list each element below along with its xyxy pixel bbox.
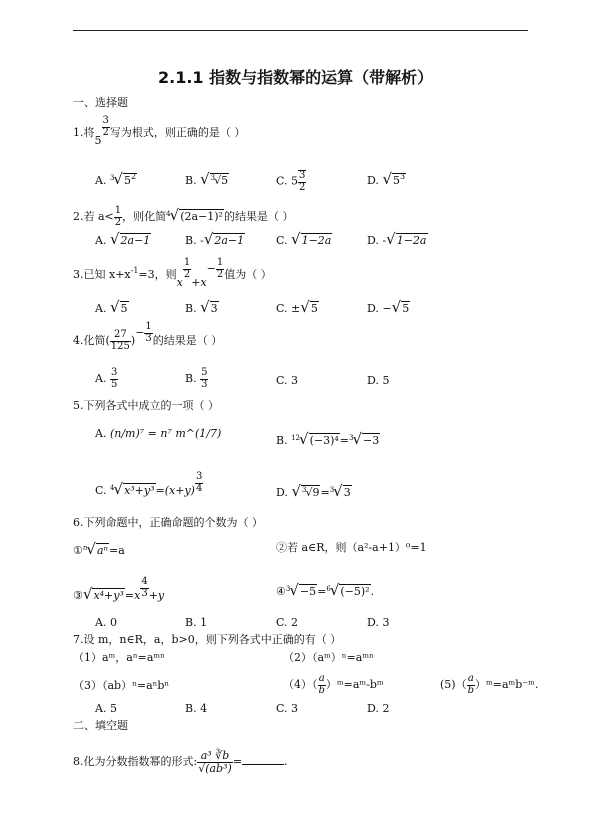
- q6-option-a[interactable]: A. 0: [95, 616, 117, 629]
- q7-option-d[interactable]: D. 2: [367, 702, 390, 715]
- q3-option-c[interactable]: C. ±√5: [276, 298, 318, 316]
- q6-proposition-3: ③√x⁴+y³=x $\frac{4}{3}$ +y: [73, 576, 165, 603]
- question-3: 3.已知 $x+x^{-1}=3$，则x $\frac{1}{2}$ +x− $\frac{1}{2}$ 值为（ ）: [73, 257, 272, 289]
- question-8: 8.化为分数指数幂的形式: $\frac{\text{a³ ∛b}}{\text{√(ab³)}}$ = .: [73, 749, 288, 775]
- q1-option-a[interactable]: A. $^3√5^2$: [95, 170, 137, 188]
- page-title: 2.1.1 指数与指数幂的运算（带解析）: [158, 68, 434, 87]
- q6-option-d[interactable]: D. 3: [367, 616, 390, 629]
- q7-option-b[interactable]: B. 4: [185, 702, 208, 715]
- q7-item-4: （4）（ $\frac{a}{b}$ ）ᵐ=aᵐ-bᵐ: [283, 673, 384, 696]
- q2-option-a[interactable]: A. √2a−1: [95, 230, 151, 248]
- q7-item-3: （3）（ab）ⁿ=aⁿbⁿ: [73, 679, 170, 692]
- q7-item-5: (5)（ $\frac{a}{b}$ ）ᵐ=aᵐb⁻ᵐ.: [440, 673, 539, 696]
- answer-blank[interactable]: [242, 764, 284, 765]
- q6-option-c[interactable]: C. 2: [276, 616, 299, 629]
- question-7: 7.设 m，n∈R，a，b>0，则下列各式中正确的有（ ）: [73, 633, 342, 646]
- q6-proposition-2: ②若 a∈R，则（a²-a+1）⁰=1: [276, 541, 427, 554]
- q7-item-1: （1）aᵐ，aⁿ=aᵐⁿ: [73, 651, 165, 664]
- q6-proposition-4: ④$^3$√−5=$^6$√(−5)².: [276, 581, 375, 599]
- question-2: 2.若 a< $\frac{1}{2}$ ，则化简$^4$√(2a−1)²的结果是（ ）: [73, 205, 294, 228]
- q3-option-d[interactable]: D. −√5: [367, 298, 410, 316]
- q2-option-b[interactable]: B. -√2a−1: [185, 230, 245, 248]
- section-heading-choice: 一、选择题: [73, 96, 128, 109]
- q7-option-c[interactable]: C. 3: [276, 702, 299, 715]
- q1-option-c[interactable]: C. 5 $\frac{3}{2}$: [276, 170, 306, 193]
- question-4: 4.化简( $\frac{27}{125}$ )− $\frac{1}{3}$ 的结果是（ ）: [73, 321, 223, 352]
- top-rule: [73, 30, 528, 31]
- q7-item-2: （2）（aᵐ）ⁿ=aᵐⁿ: [283, 651, 374, 664]
- q4-option-b[interactable]: B. $\frac{5}{3}$: [185, 367, 208, 390]
- q5-option-d[interactable]: D. √$^3$√9=$^3$√3: [276, 482, 351, 500]
- q1-option-d[interactable]: D. $√5^3$: [367, 170, 406, 188]
- q7-option-a[interactable]: A. 5: [95, 702, 117, 715]
- q5-option-a[interactable]: A. (n/m)⁷ = n⁷ m^(1/7): [95, 427, 222, 440]
- question-6: 6.下列命题中，正确命题的个数为（ ）: [73, 516, 263, 529]
- q5-option-b[interactable]: B. $^{12}$√(−3)⁴=$^3$√−3: [276, 430, 380, 448]
- q4-option-d[interactable]: D. 5: [367, 374, 390, 387]
- question-1: 1.将5 $\frac{3}{2}$ 写为根式，则正确的是（ ）: [73, 115, 246, 147]
- q4-option-c[interactable]: C. 3: [276, 374, 299, 387]
- q2-option-d[interactable]: D. -√1−2a: [367, 230, 427, 248]
- q6-proposition-1: ①$^n$√aⁿ=a: [73, 540, 125, 558]
- q1-option-b[interactable]: B. √$^3$√5: [185, 170, 229, 188]
- q2-option-c[interactable]: C. √1−2a: [276, 230, 332, 248]
- q5-option-c[interactable]: C. $^4$√x³+y³=(x+y) $\frac{3}{4}$: [95, 471, 203, 498]
- section-heading-fill: 二、填空题: [73, 719, 128, 732]
- q3-option-a[interactable]: A. √5: [95, 298, 128, 316]
- q6-option-b[interactable]: B. 1: [185, 616, 208, 629]
- question-5: 5.下列各式中成立的一项（ ）: [73, 399, 219, 412]
- q4-option-a[interactable]: A. $\frac{3}{5}$: [95, 367, 118, 390]
- q3-option-b[interactable]: B. √3: [185, 298, 218, 316]
